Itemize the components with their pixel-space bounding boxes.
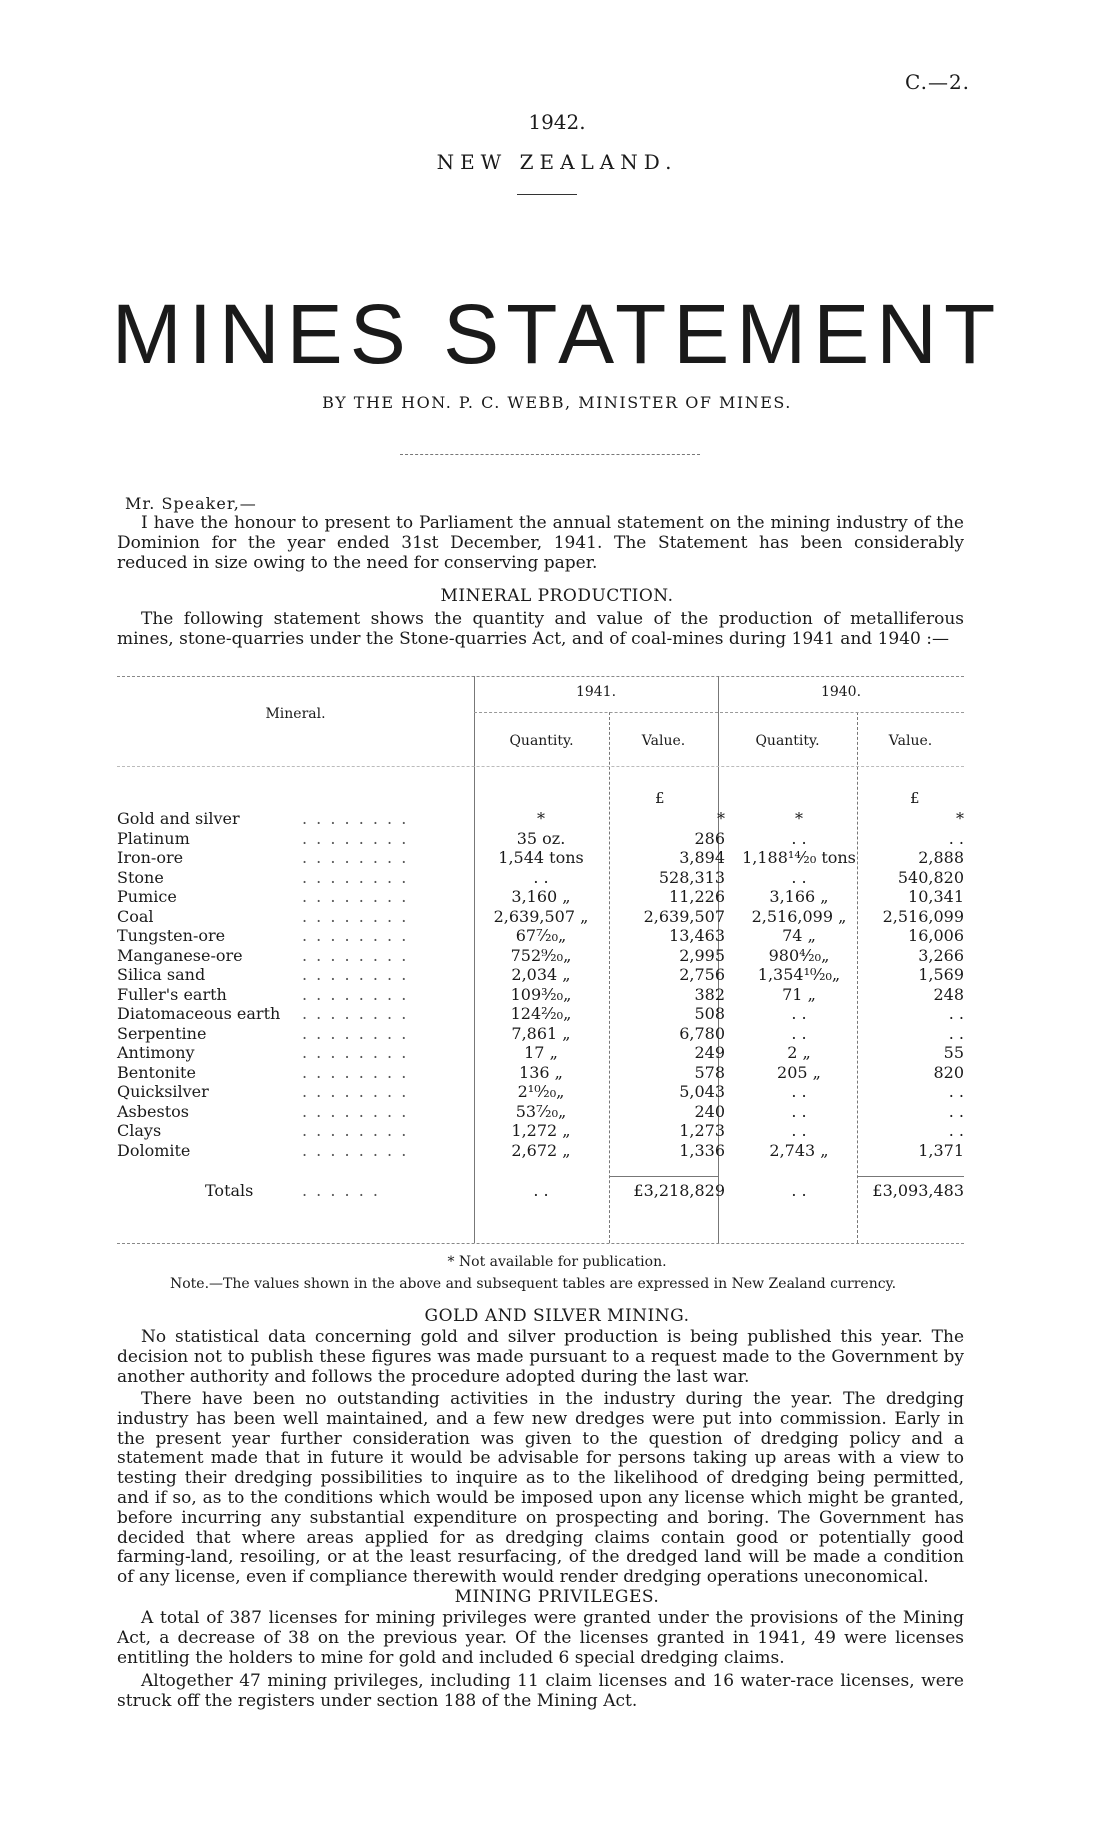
leader-dots: . . . . . . . . <box>302 848 409 867</box>
quantity-1941: 109³⁄₂₀„ <box>510 984 572 1004</box>
quantity-1941: 2,034 „ <box>511 965 571 984</box>
value-1941: 3,894 <box>679 848 725 867</box>
column-header-value-1940: Value. <box>888 733 933 749</box>
totals-label: Totals <box>205 1181 254 1200</box>
table-row <box>117 809 964 829</box>
table-footnote: * Not available for publication. <box>447 1254 667 1270</box>
value-1940: 2,888 <box>918 848 964 867</box>
mineral-name: Tungsten-ore <box>117 926 226 945</box>
value-1940: 248 <box>933 984 964 1004</box>
leader-dots: . . . . . . <box>302 1181 380 1200</box>
quantity-1940: . . <box>791 1101 807 1121</box>
value-1941: 382 <box>694 984 725 1004</box>
leader-dots: . . . . . . . . <box>302 926 409 945</box>
value-1941: 528,313 <box>658 867 725 887</box>
quantity-1941: 1,544 tons <box>498 848 584 867</box>
leader-dots: . . . . . . . . <box>302 887 409 906</box>
column-header-quantity-1941: Quantity. <box>509 733 574 749</box>
totals-quantity-1941: . . <box>533 1181 549 1200</box>
quantity-1940: 71 „ <box>782 984 816 1004</box>
quantity-1941: 124²⁄₂₀„ <box>510 1004 572 1023</box>
table-row <box>117 1141 964 1161</box>
quantity-1940: 1,354¹⁰⁄₂₀„ <box>757 965 841 984</box>
quantity-1940: 205 „ <box>777 1062 821 1082</box>
table-row <box>117 1024 964 1044</box>
gold-text-1: No statistical data concerning gold and silver production is being published this year. The decision not to publish these figures was made pursuant to a request made to the Government by another authority and follows the procedure adopted during the last war. <box>117 1327 964 1387</box>
table-row <box>117 985 964 1005</box>
value-1941: 1,273 <box>679 1121 725 1140</box>
quantity-1941: 1,272 „ <box>511 1121 571 1140</box>
table-row <box>117 868 964 888</box>
column-header-1941: 1941. <box>575 684 617 700</box>
value-1941: 13,463 <box>669 926 725 945</box>
gold-paragraph-2 <box>117 1390 964 1588</box>
quantity-1941: 53⁷⁄₂₀„ <box>515 1101 567 1121</box>
leader-dots: . . . . . . . . <box>302 1023 409 1043</box>
quantity-1940: 3,166 „ <box>769 887 829 906</box>
totals-value-1940: £3,093,483 <box>872 1181 964 1200</box>
mineral-name: Bentonite <box>117 1062 196 1082</box>
leader-dots: . . . . . . . . <box>302 1043 409 1062</box>
quantity-1940: 74 „ <box>782 926 816 945</box>
table-row <box>117 1102 964 1122</box>
value-1940: 540,820 <box>897 867 964 887</box>
mineral-name: Pumice <box>117 887 177 906</box>
mineral-name: Stone <box>117 867 164 887</box>
privileges-text-2: Altogether 47 mining privileges, including 11 claim licenses and 16 water-race licenses, were struck off the registers under section 188 of the Mining Act. <box>117 1671 964 1711</box>
table-header-rule <box>474 712 964 713</box>
quantity-1940: 2,516,099 „ <box>751 906 847 926</box>
mineral-name: Antimony <box>117 1043 195 1062</box>
mineral-name: Clays <box>117 1121 162 1140</box>
table-top-rule <box>117 676 964 677</box>
value-1940: . . <box>948 1004 964 1023</box>
value-1940: . . <box>948 1082 964 1101</box>
column-header-1940: 1940. <box>820 684 862 700</box>
intro-text: I have the honour to present to Parliament the annual statement on the mining industry of the Dominion for the year ended 31st December, 1941. The Statement has been considerably reduced in size owing to the need for conserving paper. <box>117 513 964 573</box>
value-1940: * <box>956 809 964 828</box>
gold-paragraph-1 <box>117 1328 964 1387</box>
table-row <box>117 1063 964 1083</box>
leader-dots: . . . . . . . . <box>302 867 409 887</box>
table-bottom-rule <box>117 1243 964 1244</box>
currency-symbol: £ <box>910 789 920 807</box>
value-1941: 2,756 <box>679 965 725 984</box>
leader-dots: . . . . . . . . <box>302 1121 409 1140</box>
quantity-1940: 980⁴⁄₂₀„ <box>768 945 830 965</box>
value-1941: 240 <box>694 1101 725 1121</box>
table-row <box>117 946 964 966</box>
value-1941: 578 <box>694 1062 725 1082</box>
column-header-value-1941: Value. <box>641 733 686 749</box>
value-1941: 5,043 <box>679 1082 725 1101</box>
mineral-name: Serpentine <box>117 1023 207 1043</box>
leader-dots: . . . . . . . . <box>302 945 409 965</box>
quantity-1940: . . <box>791 828 807 848</box>
leader-dots: . . . . . . . . <box>302 1004 409 1023</box>
value-1941: 249 <box>694 1043 725 1062</box>
mineral-text: The following statement shows the quantity and value of the production of metalliferous mines, stone-quarries under the Stone-quarries Act, and of coal-mines during 1941 and 1940 :— <box>117 609 964 649</box>
document-reference: C.—2. <box>905 70 971 94</box>
quantity-1940: . . <box>791 1082 807 1101</box>
value-1940: 10,341 <box>908 887 964 906</box>
quantity-1940: * <box>795 809 803 828</box>
mineral-name: Dolomite <box>117 1140 191 1160</box>
value-1940: 55 <box>943 1043 964 1062</box>
divider <box>517 194 577 195</box>
leader-dots: . . . . . . . . <box>302 906 409 926</box>
leader-dots: . . . . . . . . <box>302 1062 409 1082</box>
section-heading-mineral: MINERAL PRODUCTION. <box>440 586 674 606</box>
table-row <box>117 1121 964 1141</box>
quantity-1941: 2¹⁰⁄₂₀„ <box>517 1082 565 1101</box>
document-year: 1942. <box>528 110 586 134</box>
table-row <box>117 1043 964 1063</box>
mineral-paragraph <box>117 610 964 650</box>
mineral-name: Fuller's earth <box>117 984 227 1004</box>
section-heading-gold: GOLD AND SILVER MINING. <box>424 1306 690 1326</box>
value-1940: . . <box>948 1023 964 1043</box>
section-heading-privileges: MINING PRIVILEGES. <box>454 1587 660 1607</box>
totals-value-1941: £3,218,829 <box>633 1181 725 1200</box>
quantity-1941: 67⁷⁄₂₀„ <box>515 926 567 945</box>
page-title: MINES STATEMENT <box>111 287 1003 381</box>
quantity-1941: 3,160 „ <box>511 887 571 906</box>
quantity-1941: 2,639,507 „ <box>493 906 589 926</box>
table-header-rule <box>117 766 964 767</box>
table-row <box>117 926 964 946</box>
table-row <box>117 965 964 985</box>
leader-dots: . . . . . . . . <box>302 1101 409 1121</box>
value-1940: 1,371 <box>918 1140 964 1160</box>
quantity-1941: 35 oz. <box>516 828 566 848</box>
value-1941: 2,995 <box>679 945 725 965</box>
mineral-name: Iron-ore <box>117 848 184 867</box>
value-1941: 1,336 <box>679 1140 725 1160</box>
leader-dots: . . . . . . . . <box>302 828 409 848</box>
table-row <box>117 887 964 907</box>
mineral-name: Gold and silver <box>117 809 240 828</box>
quantity-1940: . . <box>791 1121 807 1140</box>
quantity-1941: 136 „ <box>519 1062 563 1082</box>
totals-rule <box>609 1176 718 1177</box>
privileges-paragraph-2 <box>117 1672 964 1712</box>
column-header-mineral: Mineral. <box>265 706 326 722</box>
table-row <box>117 907 964 927</box>
quantity-1941: 752⁹⁄₂₀„ <box>510 945 572 965</box>
value-1940: 2,516,099 <box>882 906 964 926</box>
table-row <box>117 1082 964 1102</box>
totals-row <box>117 1181 964 1205</box>
currency-symbol: £ <box>655 789 665 807</box>
quantity-1941: 7,861 „ <box>511 1023 571 1043</box>
value-1940: 820 <box>933 1062 964 1082</box>
table-row <box>117 848 964 868</box>
quantity-1941: . . <box>533 867 549 887</box>
mineral-name: Silica sand <box>117 965 206 984</box>
quantity-1940: . . <box>791 1023 807 1043</box>
mineral-name: Coal <box>117 906 154 926</box>
value-1941: 508 <box>694 1004 725 1023</box>
value-1941: 286 <box>694 828 725 848</box>
quantity-1940: 2 „ <box>787 1043 811 1062</box>
value-1940: 16,006 <box>908 926 964 945</box>
leader-dots: . . . . . . . . <box>302 965 409 984</box>
value-1940: 3,266 <box>918 945 964 965</box>
country-line: NEW ZEALAND. <box>436 150 678 174</box>
quantity-1940: 2,743 „ <box>769 1140 829 1160</box>
leader-dots: . . . . . . . . <box>302 1082 409 1101</box>
page-subtitle: BY THE HON. P. C. WEBB, MINISTER OF MINES. <box>322 393 792 412</box>
gold-text-2: There have been no outstanding activities in the industry during the year. The dredging industry has been well maintained, and a few new dredges were put into commission. Early in the present year further consideration was given to the question of dredging policy and a statement made that in future it would be advisable for persons taking up areas with a view to testing their dredging possibilities to inquire as to the likelihood of dredging being permitted, and if so, as to the conditions which would be imposed upon any license which might be granted, before incurring any substantial expenditure on prospecting and boring. The Government has decided that where areas applied for as dredging claims contain good or potentially good farming-land, resoiling, or at the least resurfacing, of the dredged land will be made a condition of any license, even if compliance therewith would render dredging operations uneconomical. <box>117 1389 964 1588</box>
mineral-name: Diatomaceous earth <box>117 1004 281 1023</box>
mineral-name: Manganese-ore <box>117 945 243 965</box>
quantity-1941: 2,672 „ <box>511 1140 571 1160</box>
leader-dots: . . . . . . . . <box>302 984 409 1004</box>
privileges-text-1: A total of 387 licenses for mining privileges were granted under the provisions of the Mining Act, a decrease of 38 on the previous year. Of the licenses granted in 1941, 49 were licenses entitling the holders to mine for gold and included 6 special dredging claims. <box>117 1608 964 1668</box>
value-1941: * <box>717 809 725 828</box>
leader-dots: . . . . . . . . <box>302 809 409 828</box>
value-1940: . . <box>948 1121 964 1140</box>
totals-rule <box>857 1176 964 1177</box>
mineral-name: Quicksilver <box>117 1082 209 1101</box>
quantity-1941: 17 „ <box>524 1043 558 1062</box>
mineral-table-body <box>117 809 964 1160</box>
column-header-quantity-1940: Quantity. <box>755 733 820 749</box>
totals-quantity-1940: . . <box>791 1181 807 1200</box>
value-1940: . . <box>948 1101 964 1121</box>
table-row <box>117 1004 964 1024</box>
value-1940: . . <box>948 828 964 848</box>
privileges-paragraph-1 <box>117 1609 964 1668</box>
quantity-1941: * <box>537 809 545 828</box>
intro-paragraph <box>117 514 964 573</box>
quantity-1940: . . <box>791 867 807 887</box>
value-1940: 1,569 <box>918 965 964 984</box>
currency-note: Note.—The values shown in the above and subsequent tables are expressed in New Zealand currency. <box>170 1276 897 1292</box>
table-row <box>117 829 964 849</box>
mineral-name: Asbestos <box>117 1101 189 1121</box>
value-1941: 2,639,507 <box>643 906 725 926</box>
quantity-1940: 1,188¹⁴⁄₂₀ tons <box>742 848 856 867</box>
salutation: Mr. Speaker,— <box>125 494 257 513</box>
value-1941: 11,226 <box>669 887 725 906</box>
leader-dots: . . . . . . . . <box>302 1140 409 1160</box>
value-1941: 6,780 <box>679 1023 725 1043</box>
divider <box>400 454 700 455</box>
mineral-name: Platinum <box>117 828 190 848</box>
quantity-1940: . . <box>791 1004 807 1023</box>
